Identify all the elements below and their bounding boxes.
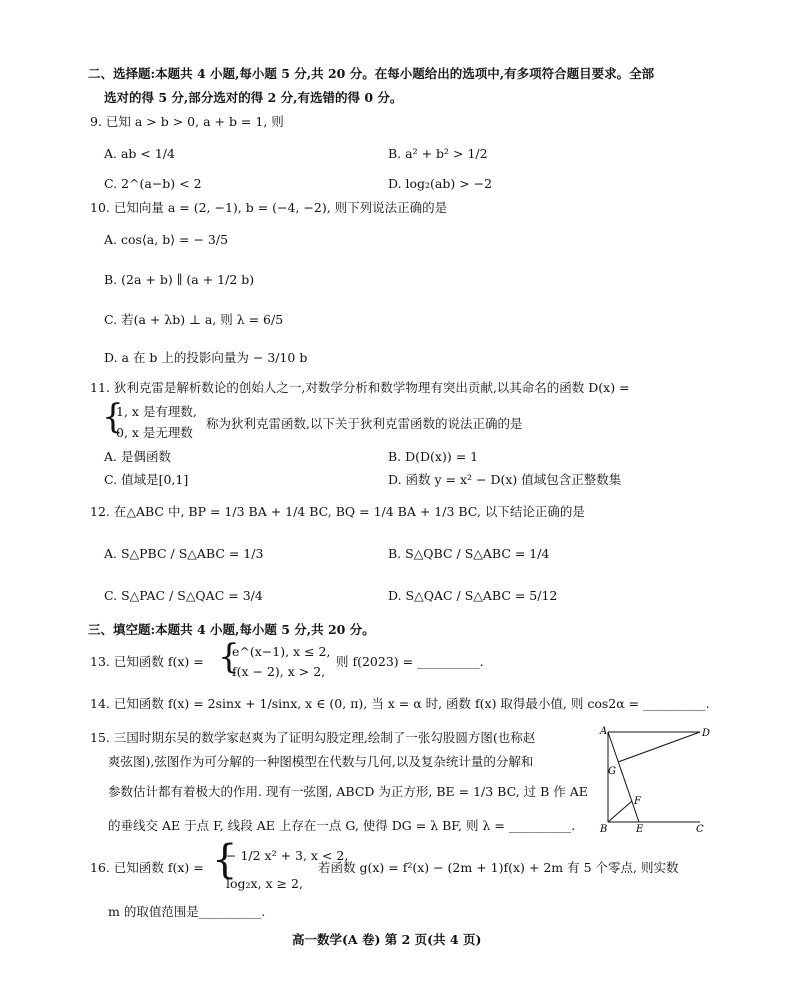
question-11-stem-cont: 称为狄利克雷函数,以下关于狄利克雷函数的说法正确的是 [206,416,523,431]
question-12-option-a: A. S△PBC / S△ABC = 1/3 [104,546,264,561]
question-16-brace: { [212,837,238,883]
question-16-case-2: log₂x, x ≥ 2, [226,876,303,891]
question-9-option-d: D. log₂(ab) > −2 [388,176,493,191]
question-16-line-2: m 的取值范围是__________. [108,904,266,919]
section-2-title: 二、选择题:本题共 4 小题,每小题 5 分,共 20 分。在每小题给出的选项中,有多项符合题目要求。全部 [88,66,655,81]
question-11-option-c: C. 值域是[0,1] [104,472,189,487]
section-3-title: 三、填空题:本题共 4 小题,每小题 5 分,共 20 分。 [88,622,375,637]
question-11-case-2: 0, x 是无理数 [116,425,193,440]
question-15-line-4: 的垂线交 AE 于点 F, 线段 AE 上存在一点 G, 使得 DG = λ BF, 则 λ = __________. [108,818,576,833]
question-10-stem: 10. 已知向量 a = (2, −1), b = (−4, −2), 则下列说法正确的是 [90,200,448,215]
question-13-brace: { [218,637,240,677]
figure-label-g: G [608,766,616,777]
question-15-figure [598,724,710,836]
question-9-stem: 9. 已知 a > b > 0, a + b = 1, 则 [90,114,284,129]
question-16-suffix: 若函数 g(x) = f²(x) − (2m + 1)f(x) + 2m 有 5 个零点, 则实数 [318,860,679,875]
question-13-suffix: 则 f(2023) = __________. [336,654,484,669]
question-13-prefix: 13. 已知函数 f(x) = [90,654,204,669]
figure-label-a: A [600,726,608,737]
question-9-option-a: A. ab < 1/4 [104,146,175,161]
question-12-option-d: D. S△QAC / S△ABC = 5/12 [388,588,558,603]
question-16-case-1: − 1/2 x² + 3, x < 2, [226,848,349,863]
question-10-option-b: B. (2a + b) ∥ (a + 1/2 b) [104,272,255,287]
question-11-option-d: D. 函数 y = x² − D(x) 值域包含正整数集 [388,472,622,487]
question-12-option-c: C. S△PAC / S△QAC = 3/4 [104,588,263,603]
question-15-line-2: 爽弦图),弦图作为可分解的一种图模型在代数与几何,以及复杂统计量的分解和 [108,754,534,769]
question-15-line-3: 参数估计都有着极大的作用. 现有一弦图, ABCD 为正方形, BE = 1/3 BC, 过 B 作 AE [108,784,588,799]
figure-segment-dg [618,732,700,762]
question-11-option-b: B. D(D(x)) = 1 [388,449,479,464]
figure-label-b: B [600,824,608,835]
question-11-stem: 11. 狄利克雷是解析数论的创始人之一,对数学分析和数学物理有突出贡献,以其命名的函数 D(x) = [90,380,630,395]
question-14-text: 14. 已知函数 f(x) = 2sinx + 1/sinx, x ∈ (0, π), 当 x = α 时, 函数 f(x) 取得最小值, 则 cos2α = __________. [90,696,710,711]
question-9-option-c: C. 2^(a−b) < 2 [104,176,202,191]
figure-label-d: D [702,728,710,739]
question-10-option-c: C. 若(a + λb) ⊥ a, 则 λ = 6/5 [104,312,284,327]
figure-label-e: E [636,824,644,835]
question-12-stem: 12. 在△ABC 中, BP = 1/3 BA + 1/4 BC, BQ = 1/4 BA + 1/3 BC, 以下结论正确的是 [90,504,585,519]
question-10-option-a: A. cos⟨a, b⟩ = − 3/5 [104,232,229,247]
question-13-case-1: e^(x−1), x ≤ 2, [232,644,331,659]
figure-label-f: F [634,796,641,807]
figure-segment-bf [608,801,632,822]
section-2-title-cont: 选对的得 5 分,部分选对的得 2 分,有选错的得 0 分。 [104,90,403,105]
question-12-option-b: B. S△QBC / S△ABC = 1/4 [388,546,550,561]
question-15-line-1: 15. 三国时期东吴的数学家赵爽为了证明勾股定理,绘制了一张勾股圆方图(也称赵 [90,730,536,745]
figure-label-c: C [696,824,704,835]
page-footer: 高一数学(A 卷) 第 2 页(共 4 页) [292,932,482,947]
question-10-option-d: D. a 在 b 上的投影向量为 − 3/10 b [104,350,308,365]
question-16-prefix: 16. 已知函数 f(x) = [90,860,204,875]
question-11-case-1: 1, x 是有理数, [116,404,197,419]
question-11-option-a: A. 是偶函数 [104,449,171,464]
question-9-option-b: B. a² + b² > 1/2 [388,146,488,161]
question-11-brace: { [102,397,124,437]
question-13-case-2: f(x − 2), x > 2, [232,664,326,679]
